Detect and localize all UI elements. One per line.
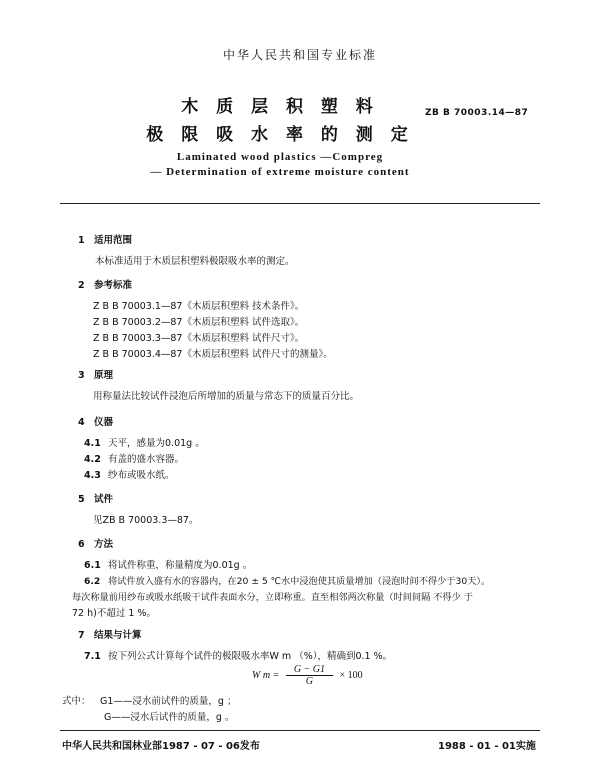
reference-item: Z B B 70003.3—87《木质层积塑料 试件尺寸》。 bbox=[93, 333, 305, 344]
section-4-heading: 4 仪器 bbox=[78, 417, 114, 428]
instrument-item: 4.1 天平，感量为0.01g 。 bbox=[84, 438, 205, 449]
where-label: 式中： bbox=[62, 696, 91, 707]
effective-date: 1988 - 01 - 01实施 bbox=[438, 741, 536, 752]
section-2-heading: 2 参考标准 bbox=[78, 280, 133, 291]
section-5-heading: 5 试件 bbox=[78, 494, 114, 505]
reference-item: Z B B 70003.1—87《木质层积塑料 技术条件》。 bbox=[93, 301, 305, 312]
instrument-item: 4.2 有盖的盛水容器。 bbox=[84, 454, 185, 465]
instrument-item: 4.3 纱布或吸水纸。 bbox=[84, 470, 175, 481]
section-1-heading: 1 适用范围 bbox=[78, 235, 133, 246]
section-3-text: 用称量法比较试件浸泡后所增加的质量与常态下的质量百分比。 bbox=[93, 391, 360, 402]
formula bbox=[252, 664, 363, 687]
header-divider bbox=[60, 203, 540, 204]
standard-code: ZB B 70003.14—87 bbox=[425, 108, 529, 118]
method-item: 6.1 将试件称重，称量精度为0.01g 。 bbox=[84, 560, 253, 571]
title-english-line2: — Determination of extreme moisture content bbox=[150, 166, 410, 178]
method-item: 6.2 将试件放入盛有水的容器内，在20 ± 5 ℃水中浸泡使其质量增加（浸泡时间不得少于30天）。 bbox=[84, 576, 491, 587]
formula-lhs: W m = bbox=[252, 669, 280, 681]
section-6-heading: 6 方法 bbox=[78, 539, 114, 550]
section-1-text: 本标准适用于木质层积塑料极限吸水率的测定。 bbox=[95, 256, 295, 267]
issuer-header: 中华人民共和国专业标准 bbox=[222, 48, 377, 62]
where-definition: G1——浸水前试件的质量，g ； bbox=[100, 696, 237, 707]
formula-rhs: × 100 bbox=[339, 669, 363, 681]
reference-item: Z B B 70003.4—87《木质层积塑料 试件尺寸的测量》。 bbox=[93, 349, 333, 360]
issue-date: 中华人民共和国林业部1987 - 07 - 06发布 bbox=[62, 741, 260, 752]
formula-fraction bbox=[286, 664, 333, 687]
section-3-heading: 3 原理 bbox=[78, 370, 114, 381]
method-continuation: 72 h)不超过 1 %。 bbox=[72, 608, 156, 619]
title-chinese-line2: 极 限 吸 水 率 的 测 定 bbox=[146, 125, 414, 145]
section-5-text: 见ZB B 70003.3—87。 bbox=[93, 515, 199, 526]
section-7-heading: 7 结果与计算 bbox=[78, 630, 142, 641]
title-chinese-line1: 木 质 层 积 塑 料 bbox=[181, 97, 379, 117]
title-english-line1: Laminated wood plastics —Compreg bbox=[176, 151, 384, 163]
footer-divider bbox=[60, 730, 540, 731]
formula-denominator: G bbox=[305, 676, 314, 687]
formula-numerator: G − G1 bbox=[286, 664, 333, 676]
where-definition: G——浸水后试件的质量，g 。 bbox=[104, 712, 235, 723]
reference-item: Z B B 70003.2—87《木质层积塑料 试件选取》。 bbox=[93, 317, 305, 328]
calculation-item: 7.1 按下列公式计算每个试件的极限吸水率W m （%），精确到0.1 %。 bbox=[84, 651, 393, 662]
method-continuation: 每次称量前用纱布或吸水纸吸干试件表面水分，立即称重。直至相邻两次称量（时间间隔 不得少 于 bbox=[72, 592, 473, 603]
